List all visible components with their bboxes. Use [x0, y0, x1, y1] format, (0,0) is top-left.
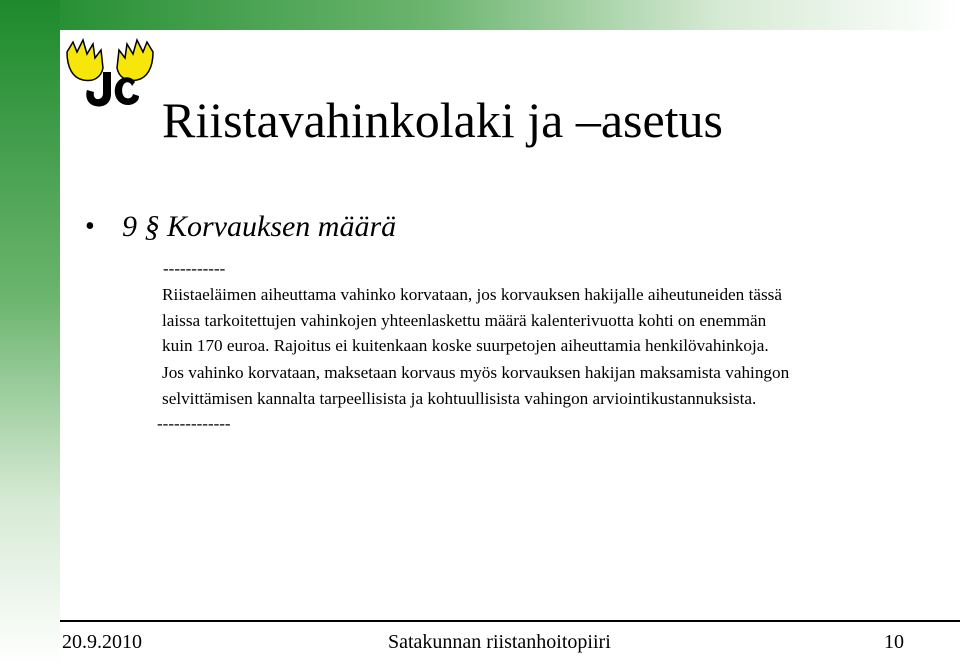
slide-title: Riistavahinkolaki ja –asetus	[162, 92, 724, 148]
footer-divider	[60, 620, 960, 622]
paragraph-2: Jos vahinko korvataan, maksetaan korvaus myös korvauksen hakijan maksamista vahingon selvittämisen kannalta tarpeellisista ja kohtuullisista vahingon arviointikustannuksista.	[162, 363, 790, 408]
footer-organization: Satakunnan riistanhoitopiiri	[388, 631, 611, 653]
separator-dashes-top: -----------	[163, 259, 226, 278]
top-gradient-band	[0, 0, 960, 30]
right-antler-shape	[117, 40, 153, 81]
logo-letter-c	[115, 77, 139, 105]
left-gradient-band	[0, 0, 60, 667]
bullet-marker: •	[85, 211, 95, 242]
left-antler-shape	[67, 40, 103, 81]
footer-page-number: 10	[884, 631, 904, 653]
separator-dashes-bottom: -------------	[157, 414, 231, 433]
antler-logo-icon	[63, 38, 157, 110]
footer-date: 20.9.2010	[62, 631, 142, 653]
paragraph-1: Riistaeläimen aiheuttama vahinko korvataan, jos korvauksen hakijalle aiheutuneiden tässä laissa tarkoitettujen vahinkojen yhteenlaskettu määrä kalenterivuotta kohti on enemmän kuin 170 euroa. Rajoitus ei kuitenkaan koske suurpetojen aiheuttamia henkilövahinkoja.	[162, 285, 782, 355]
section-heading: 9 § Korvauksen määrä	[122, 210, 397, 243]
